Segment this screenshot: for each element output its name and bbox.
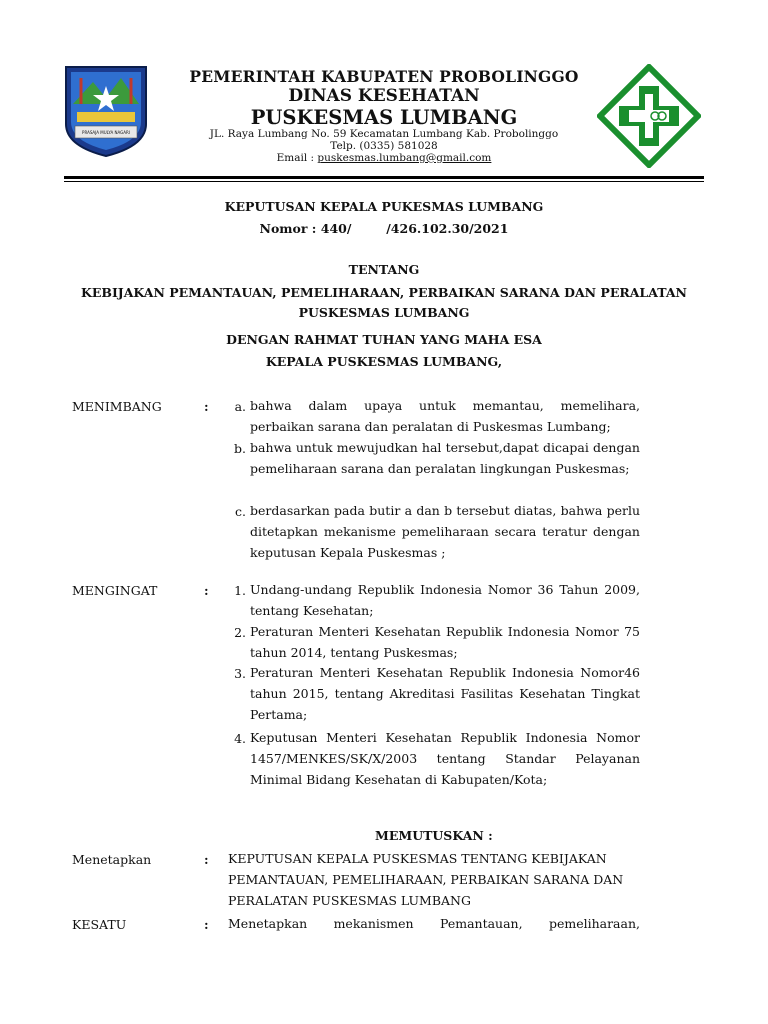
mengingat-marker-1: 1. — [234, 583, 246, 598]
decree-title: KEPUTUSAN KEPALA PUKESMAS LUMBANG — [224, 199, 544, 214]
letterhead-puskesmas: PUSKESMAS LUMBANG — [250, 106, 518, 129]
menimbang-marker-b: b. — [234, 441, 246, 456]
letterhead-department: DINAS KESEHATAN — [288, 86, 480, 106]
mengingat-colon: : — [204, 583, 209, 598]
letterhead-government: PEMERINTAH KABUPATEN PROBOLINGGO — [189, 67, 579, 86]
mengingat-label: MENGINGAT — [72, 583, 158, 598]
email-link[interactable]: puskesmas.lumbang@gmail.com — [317, 152, 492, 164]
mengingat-item-1: Undang-undang Republik Indonesia Nomor 36 Tahun 2009, tentang Kesehatan; — [250, 582, 640, 618]
menimbang-label: MENIMBANG — [72, 399, 162, 414]
kesatu-colon: : — [204, 917, 209, 932]
menimbang-marker-c: c. — [235, 504, 246, 519]
decree-subject-line1: KEBIJAKAN PEMANTAUAN, PEMELIHARAAN, PERBAIKAN SARANA DAN PERALATAN — [81, 285, 687, 300]
letterhead-rule-thin — [64, 181, 704, 182]
menetapkan-label: Menetapkan — [72, 852, 152, 867]
letterhead-email-line — [0, 153, 768, 165]
menimbang-marker-a: a. — [234, 399, 246, 414]
decree-head: KEPALA PUSKESMAS LUMBANG, — [265, 354, 503, 369]
mengingat-marker-2: 2. — [234, 625, 246, 640]
mengingat-item-3: Peraturan Menteri Kesehatan Republik Indonesia Nomor46 tahun 2015, tentang Akreditasi Fasilitas Kesehatan Tingkat Pertama; — [250, 665, 640, 722]
decree-tentang: TENTANG — [348, 262, 420, 277]
menimbang-colon: : — [204, 399, 209, 414]
mengingat-marker-4: 4. — [234, 731, 246, 746]
decree-grace: DENGAN RAHMAT TUHAN YANG MAHA ESA — [226, 332, 542, 347]
decree-subject-line2: PUSKESMAS LUMBANG — [298, 305, 470, 320]
menimbang-item-b: bahwa untuk mewujudkan hal tersebut,dapat dicapai dengan pemeliharaan sarana dan peralatan lingkungan Puskesmas; — [250, 440, 640, 476]
email-label: Email : — [276, 152, 318, 164]
menimbang-item-a: bahwa dalam upaya untuk memantau, memelihara, perbaikan sarana dan peralatan di Puskesmas Lumbang; — [250, 398, 640, 434]
menetapkan-colon: : — [204, 852, 209, 867]
menimbang-item-c: berdasarkan pada butir a dan b tersebut diatas, bahwa perlu ditetapkan mekanisme pemeliharaan secara teratur dengan keputusan Kepala Puskesmas ; — [250, 503, 640, 560]
mengingat-item-2: Peraturan Menteri Kesehatan Republik Indonesia Nomor 75 tahun 2014, tentang Puskesmas; — [250, 624, 640, 660]
decree-number: Nomor : 440/ /426.102.30/2021 — [259, 221, 509, 236]
mengingat-marker-3: 3. — [234, 666, 246, 681]
kesatu-label: KESATU — [72, 917, 127, 932]
crest-motto: PRASAJA MULYA NAGARI — [82, 130, 130, 135]
memutuskan-heading: MEMUTUSKAN : — [375, 828, 493, 843]
letterhead-rule-thick — [64, 176, 704, 179]
kesatu-text: Menetapkan mekanismen Pemantauan, pemeliharaan, — [228, 916, 640, 931]
mengingat-item-4: Keputusan Menteri Kesehatan Republik Indonesia Nomor 1457/MENKES/SK/X/2003 tentang Standar Pelayanan Minimal Bidang Kesehatan di Kabupaten/Kota; — [250, 730, 640, 787]
menetapkan-text: KEPUTUSAN KEPALA PUSKESMAS TENTANG KEBIJAKAN PEMANTAUAN, PEMELIHARAAN, PERBAIKAN SARANA DAN PERALATAN PUSKESMAS LUMBANG — [228, 851, 624, 908]
letterhead-address: JL. Raya Lumbang No. 59 Kecamatan Lumbang Kab. Probolinggo — [209, 128, 559, 140]
letterhead-phone: Telp. (0335) 581028 — [330, 140, 438, 152]
